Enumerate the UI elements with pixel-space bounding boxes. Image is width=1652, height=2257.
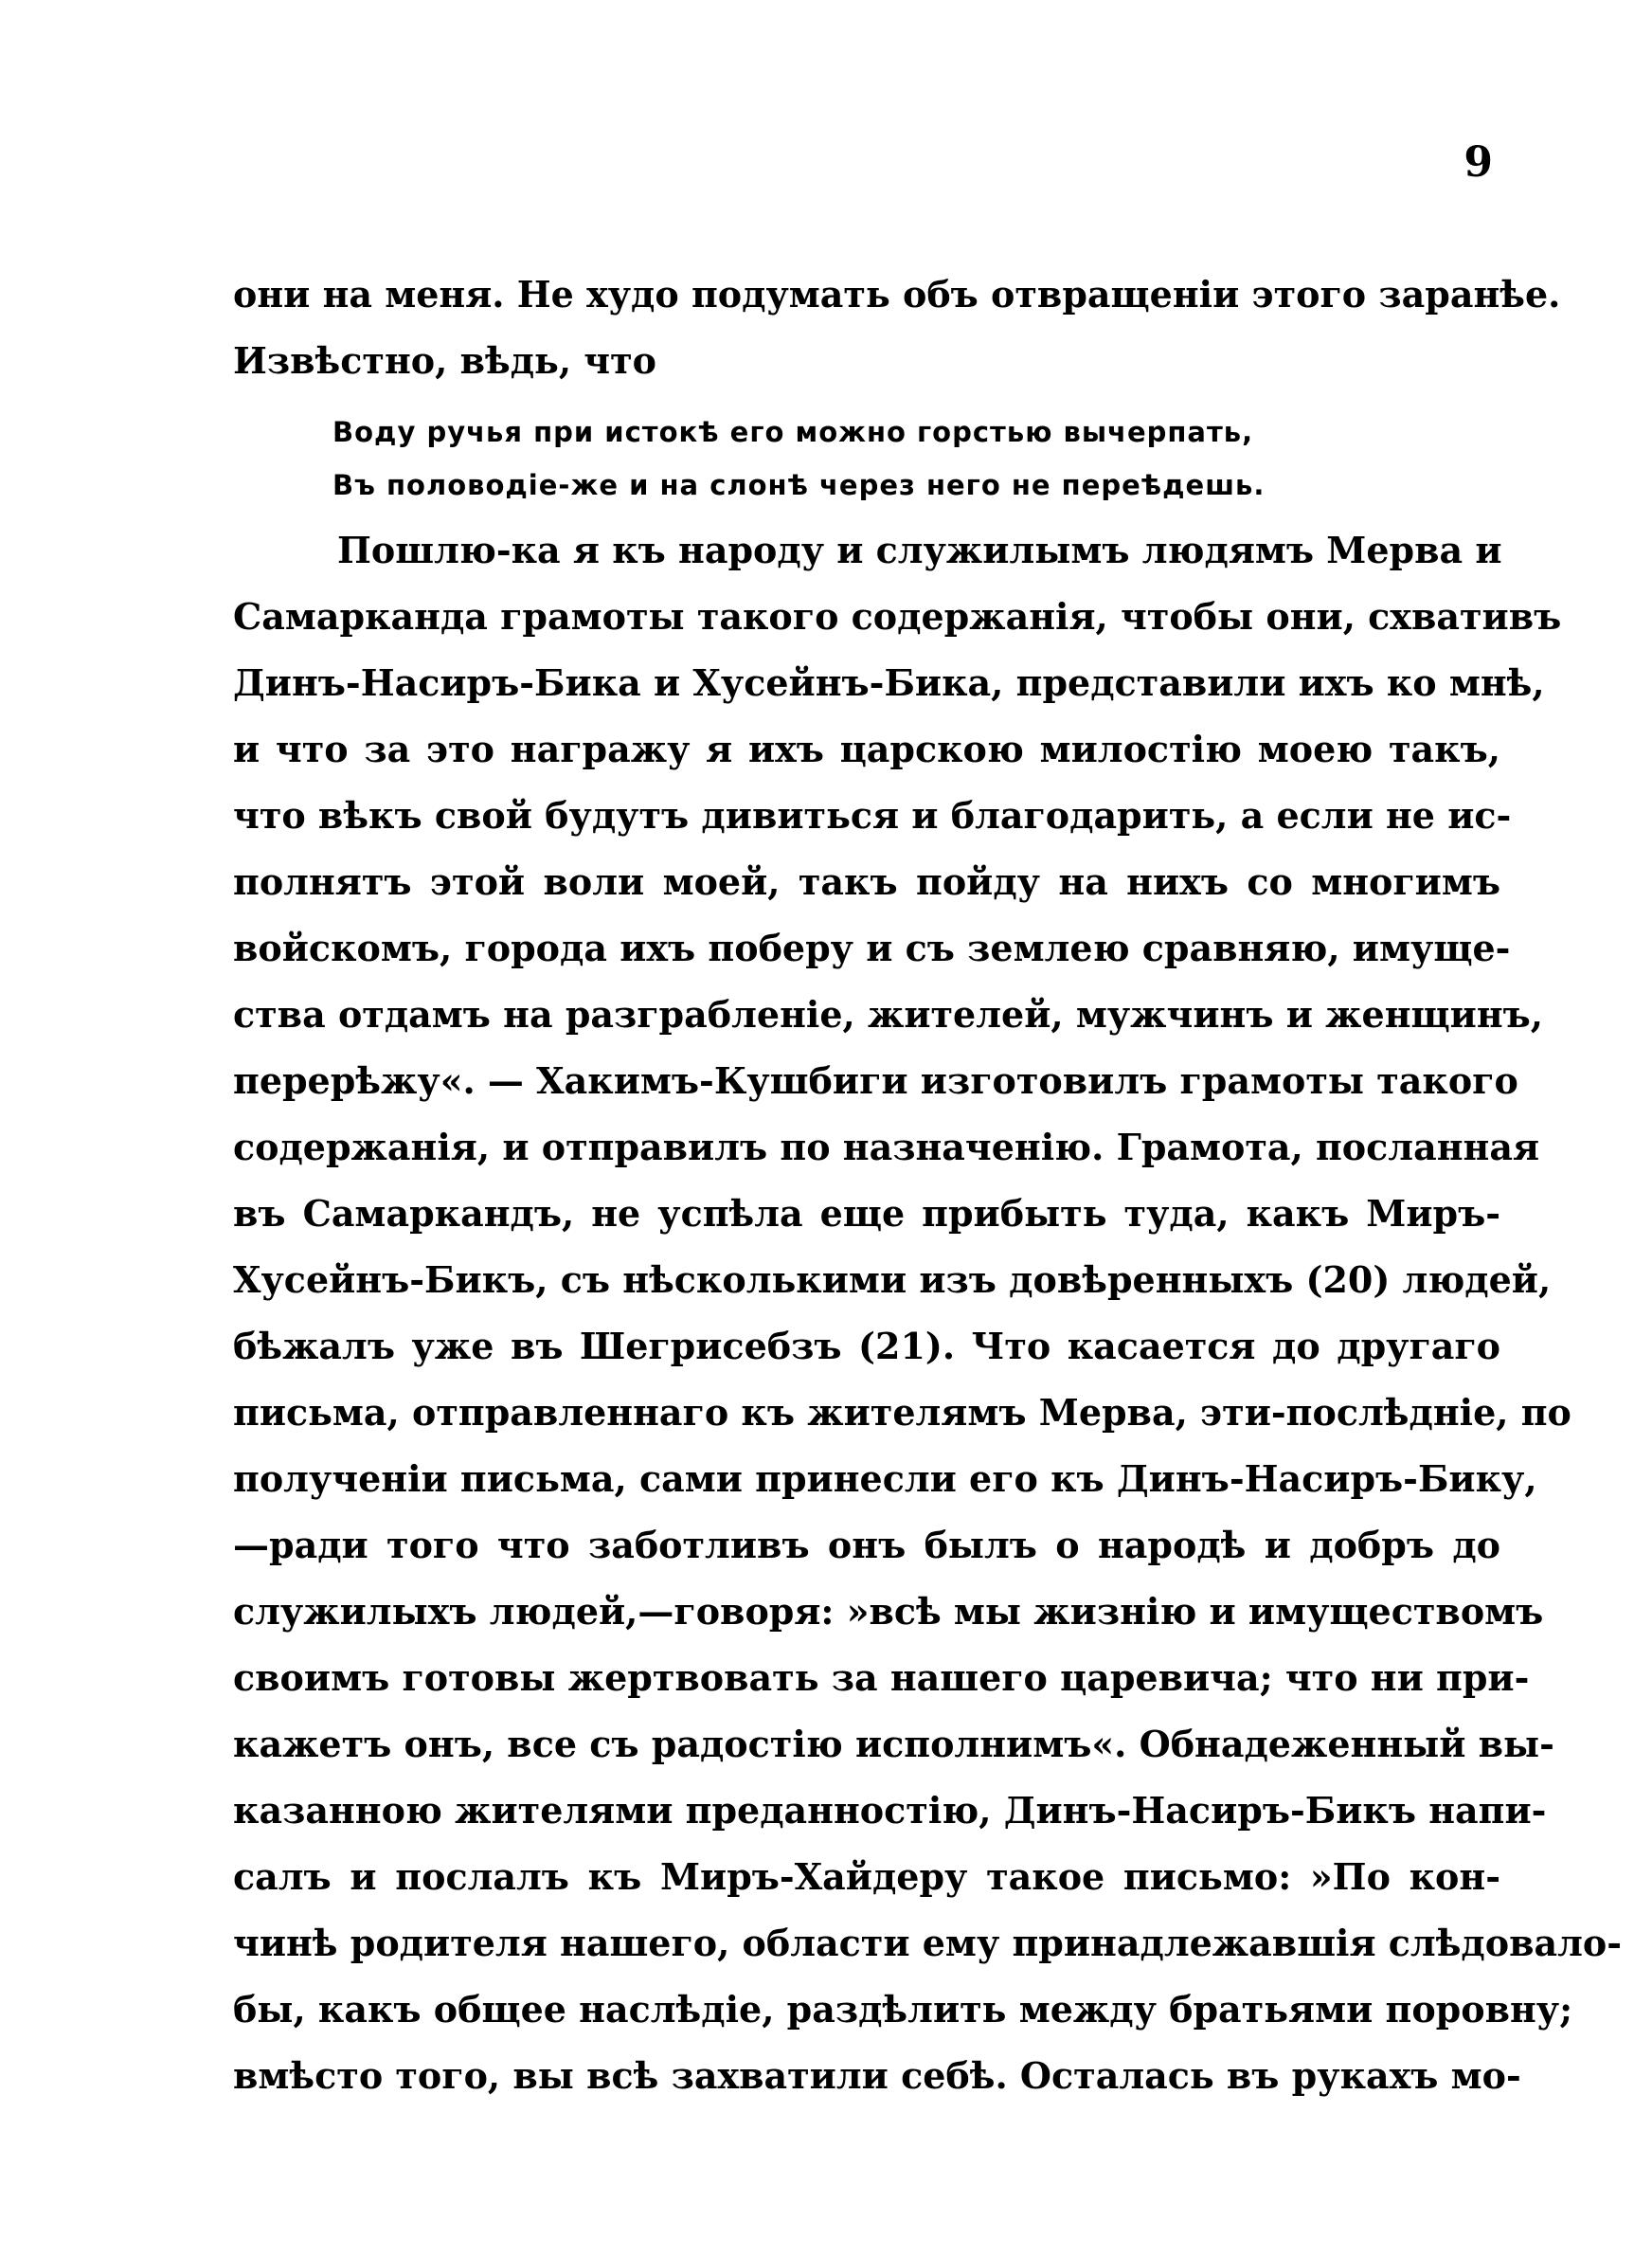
verse-line: Въ половодіе-же и на слонѣ через него не переѣдешь. [332, 469, 1266, 501]
text-line: салъ и послалъ къ Миръ-Хайдеру такое письмо: »По кон- [233, 1855, 1500, 1898]
text-line: вмѣсто того, вы всѣ захватили себѣ. Осталась въ рукахъ мо- [233, 2054, 1521, 2097]
text-line: и что за это награжу я ихъ царскою милостію моею такъ, [233, 728, 1500, 770]
text-line: Извѣстно, вѣдь, что [233, 339, 656, 382]
text-line: перерѣжу«. — Хакимъ-Кушбиги изготовилъ грамоты такого [233, 1059, 1518, 1102]
text-line: Динъ-Насиръ-Бика и Хусейнъ-Бика, представили ихъ ко мнѣ, [233, 661, 1545, 704]
text-line: Пошлю-ка я къ народу и служилымъ людямъ Мерва и [337, 529, 1502, 571]
text-line: казанною жителями преданностію, Динъ-Насиръ-Бикъ напи- [233, 1789, 1547, 1832]
text-line: въ Самаркандъ, не успѣла еще прибыть туда, какъ Миръ- [233, 1192, 1500, 1235]
text-line: служилыхъ людей,—говоря: »всѣ мы жизнію и имуществомъ [233, 1590, 1544, 1633]
text-line: войскомъ, города ихъ поберу и съ землею сравняю, имуще- [233, 927, 1511, 969]
text-line: что вѣкъ свой будутъ дивиться и благодарить, а если не ис- [233, 794, 1512, 837]
text-line: ства отдамъ на разграбленіе, жителей, мужчинъ и женщинъ, [233, 993, 1544, 1036]
text-line: полнятъ этой воли моей, такъ пойду на нихъ со многимъ [233, 860, 1500, 903]
text-line: Хусейнъ-Бикъ, съ нѣсколькими изъ довѣренныхъ (20) людей, [233, 1258, 1552, 1301]
text-line: содержанія, и отправилъ по назначенію. Грамота, посланная [233, 1126, 1540, 1168]
text-line: они на меня. Не худо подумать объ отвращеніи этого заранѣе. [233, 273, 1561, 316]
verse-line: Воду ручья при истокѣ его можно горстью вычерпать, [332, 416, 1254, 448]
text-line: Самарканда грамоты такого содержанія, чтобы они, схвативъ [233, 595, 1562, 638]
verse-quote [233, 406, 1500, 512]
text-line: письма, отправленнаго къ жителямъ Мерва, эти-послѣдніе, по [233, 1391, 1571, 1434]
text-line: бы, какъ общее наслѣдіе, раздѣлить между братьями поровну; [233, 1988, 1573, 2031]
text-line: чинѣ родителя нашего, области ему принадлежавшія слѣдовало- [233, 1922, 1623, 1964]
text-line: —ради того что заботливъ онъ былъ о народѣ и добръ до [233, 1524, 1500, 1566]
text-line: кажетъ онъ, все съ радостію исполнимъ«. Обнадеженный вы- [233, 1723, 1554, 1765]
text-line: своимъ готовы жертвовать за нашего царевича; что ни при- [233, 1656, 1530, 1699]
page-text [233, 262, 1623, 2109]
main-paragraph [233, 517, 1623, 2109]
page-number: 9 [1463, 138, 1493, 187]
text-line: полученіи письма, сами принесли его къ Динъ-Насиръ-Бику, [233, 1457, 1537, 1500]
text-line: бѣжалъ уже въ Шегрисебзъ (21). Что касается до другаго [233, 1325, 1500, 1367]
